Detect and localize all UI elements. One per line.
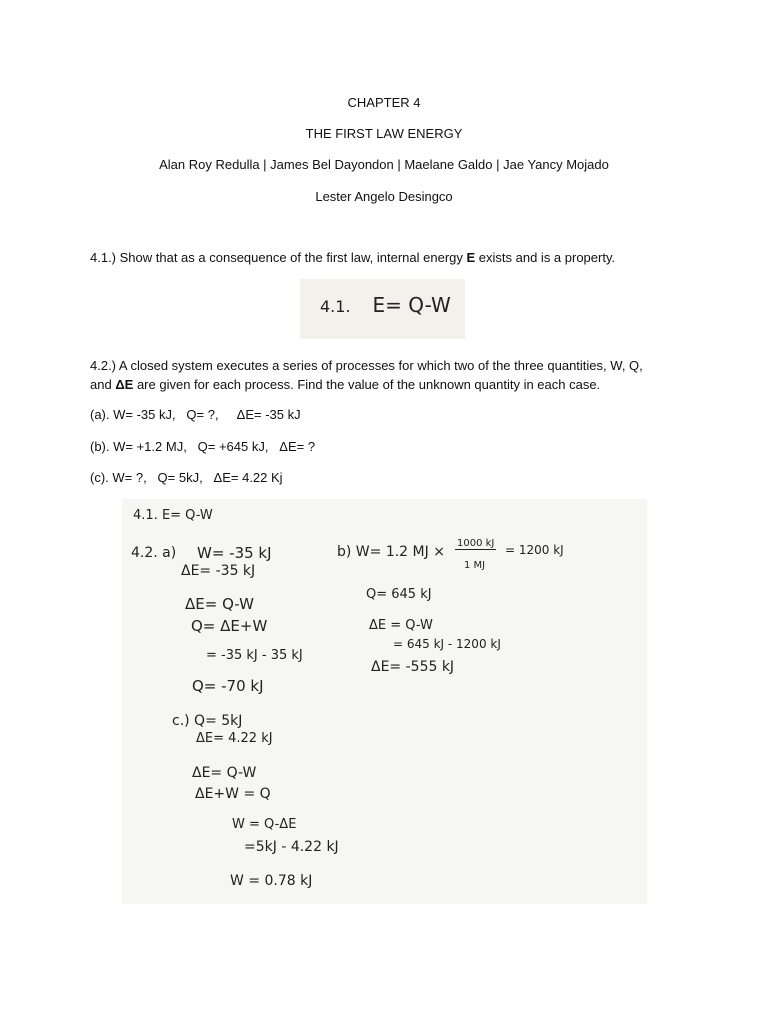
problem-4-1-bold: E [466, 250, 476, 265]
case-b: (b). W= +1.2 MJ, Q= +645 kJ, ΔE= ? [90, 439, 316, 454]
hw-b1: b) W= 1.2 MJ × [337, 544, 445, 560]
hw-a1: W= -35 kJ [197, 544, 272, 562]
hw-c4: ΔE+W = Q [195, 786, 271, 802]
hw-a6: Q= -70 kJ [192, 677, 264, 695]
hw-b-numerator: 1000 kJ [457, 538, 495, 549]
problem-4-1-text [90, 248, 690, 267]
authors-line-2: Lester Angelo Desingco [315, 189, 453, 204]
hw-c2: ΔE= 4.22 kJ [196, 731, 273, 746]
hw-a4: Q= ΔE+W [191, 617, 268, 635]
line2-suffix: are given for each process. Find the value of the unknown quantity in each case. [133, 377, 601, 392]
hw-b2: Q= 645 kJ [366, 587, 432, 602]
hw-c5: W = Q-ΔE [232, 817, 297, 832]
case-a: (a). W= -35 kJ, Q= ?, ΔE= -35 kJ [90, 407, 301, 422]
hw-b5: ΔE= -555 kJ [371, 659, 455, 675]
problem-4-1-suffix: exists and is a property. [475, 250, 616, 265]
hw-c7: W = 0.78 kJ [230, 873, 313, 889]
problem-4-2-line-1: 4.2.) A closed system executes a series of processes for which two of the three quantities, W, Q, [90, 358, 643, 373]
hw-b-result: = 1200 kJ [505, 543, 564, 557]
hw-b4: = 645 kJ - 1200 kJ [393, 637, 501, 651]
hw-b-denominator: 1 MJ [464, 560, 486, 571]
problem-4-2-text [90, 356, 710, 394]
hw-c1: c.) Q= 5kJ [172, 713, 243, 729]
line2-prefix: and [90, 377, 116, 392]
case-c: (c). W= ?, Q= 5kJ, ΔE= 4.22 Kj [90, 470, 283, 485]
equation-snippet-text [320, 293, 451, 317]
snippet-label: 4.1. [320, 297, 351, 316]
hw-c3: ΔE= Q-W [192, 765, 257, 781]
problem-4-1-prefix: 4.1.) Show that as a consequence of the first law, internal energy [90, 250, 467, 265]
hw-a5: = -35 kJ - 35 kJ [206, 648, 303, 663]
snippet-equation: E= Q-W [372, 293, 451, 317]
chapter-title: THE FIRST LAW ENERGY [305, 126, 463, 141]
authors-line-1: Alan Roy Redulla | James Bel Dayondon | Maelane Galdo | Jae Yancy Mojado [159, 157, 609, 172]
hw-a2: ΔE= -35 kJ [181, 563, 256, 579]
hw-a-label: 4.2. a) [131, 545, 177, 561]
problem-4-2-line-2 [90, 375, 710, 394]
hw-c6: =5kJ - 4.22 kJ [244, 839, 339, 855]
hw-b3: ΔE = Q-W [369, 618, 433, 633]
line2-bold: ΔE [115, 377, 134, 392]
hw-top-equation: 4.1. E= Q-W [133, 508, 213, 523]
hw-a3: ΔE= Q-W [185, 595, 254, 613]
chapter-heading: CHAPTER 4 [347, 95, 421, 110]
